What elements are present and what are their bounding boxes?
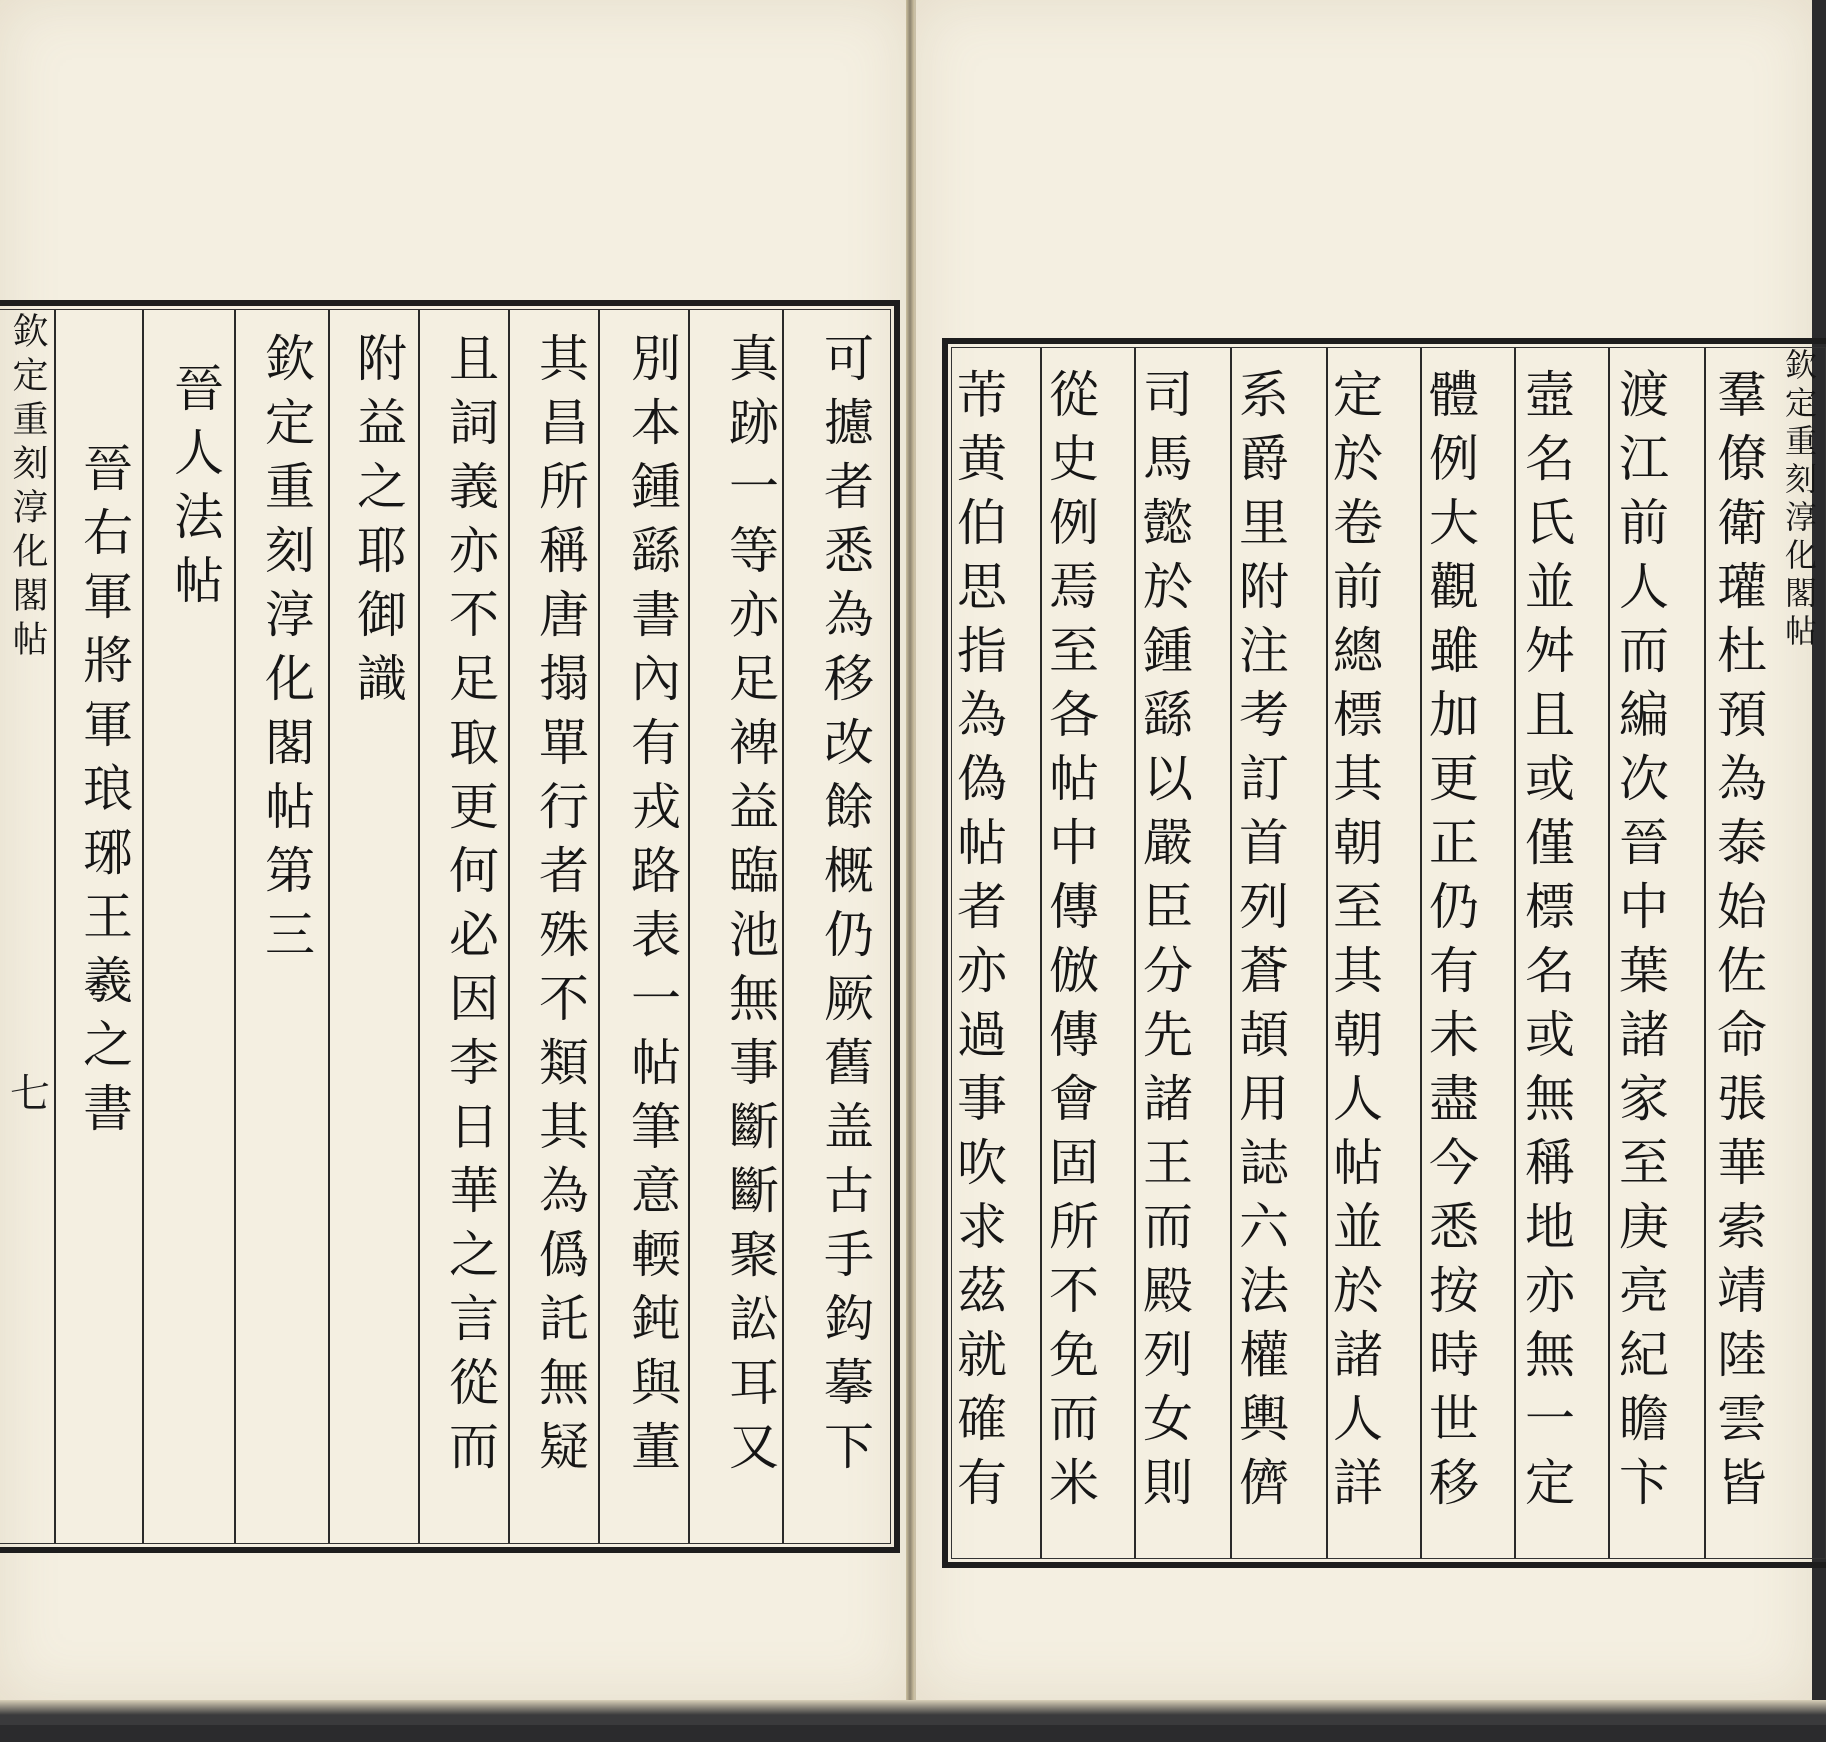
left-column xyxy=(710,310,790,1632)
left-column-text: 欽定重刻淳化閣帖第三 xyxy=(257,332,315,972)
right-column xyxy=(938,346,1018,1668)
left-page-number: 七 xyxy=(10,1071,50,1117)
column-rule xyxy=(418,310,420,1543)
right-column xyxy=(1600,346,1680,1668)
left-column-text: 真跡一等亦足裨益臨池無事斷斷聚訟耳又 xyxy=(721,332,779,1484)
left-margin-title-text: 欽定重刻淳化閣帖 xyxy=(7,312,48,664)
left-column xyxy=(155,340,235,1662)
left-margin-title xyxy=(2,312,52,752)
right-column xyxy=(1124,346,1204,1668)
right-column xyxy=(1030,346,1110,1668)
column-rule xyxy=(328,310,330,1543)
left-column xyxy=(338,310,418,1632)
right-margin-title-text: 欽定重刻淳化閣帖 xyxy=(1780,348,1818,652)
right-column-text: 司馬懿於鍾繇以嚴臣分先諸王而殿列女則 xyxy=(1135,368,1193,1520)
left-column-text: 晉右軍將軍琅琊王羲之書 xyxy=(75,442,133,1146)
right-column-text: 體例大觀雖加更正仍有未盡今悉按時世移 xyxy=(1421,368,1479,1520)
right-column xyxy=(1220,346,1300,1668)
left-column xyxy=(520,310,600,1632)
left-column-text: 晉人法帖 xyxy=(166,362,224,618)
left-column-text: 可攄者悉為移改餘概仍厥舊盖古手鈎摹下 xyxy=(816,332,874,1484)
right-margin-title xyxy=(1776,348,1822,748)
right-column xyxy=(1314,346,1394,1668)
left-column-text: 其昌所稱唐搨單行者殊不類其為僞託無疑 xyxy=(531,332,589,1484)
right-column-text: 渡江前人而編次晉中葉諸家至庚亮紀瞻卞 xyxy=(1611,368,1669,1520)
left-column xyxy=(64,420,144,1742)
book-bottom-edge xyxy=(0,1700,1826,1725)
left-column-text: 且詞義亦不足取更何必因李日華之言從而 xyxy=(441,332,499,1484)
right-column xyxy=(1410,346,1490,1668)
right-column xyxy=(1698,346,1778,1668)
right-column-text: 定於卷前總標其朝至其朝人帖並於諸人詳 xyxy=(1325,368,1383,1520)
left-column-text: 別本鍾繇書內有戎路表一帖筆意輭鈍與董 xyxy=(623,332,681,1484)
right-column xyxy=(1506,346,1586,1668)
right-column-text: 壼名氏並舛且或僅標名或無稱地亦無一定 xyxy=(1517,368,1575,1520)
book-gutter xyxy=(906,0,914,1700)
left-column xyxy=(430,310,510,1632)
right-column-text: 羣僚衛瓘杜預為泰始佐命張華索靖陸雲皆 xyxy=(1709,368,1767,1520)
left-column-text: 附益之耶御識 xyxy=(349,332,407,716)
right-column-text: 芾黄伯思指為偽帖者亦過事吹求茲就確有 xyxy=(949,368,1007,1520)
column-rule xyxy=(54,310,56,1543)
left-column xyxy=(246,310,326,1632)
left-column xyxy=(612,310,692,1632)
left-column xyxy=(805,310,885,1632)
right-column-text: 從史例焉至各帖中傳倣傳會固所不免而米 xyxy=(1041,368,1099,1520)
right-column-text: 系爵里附注考訂首列蒼頡用誌六法權輿儕 xyxy=(1231,368,1289,1520)
